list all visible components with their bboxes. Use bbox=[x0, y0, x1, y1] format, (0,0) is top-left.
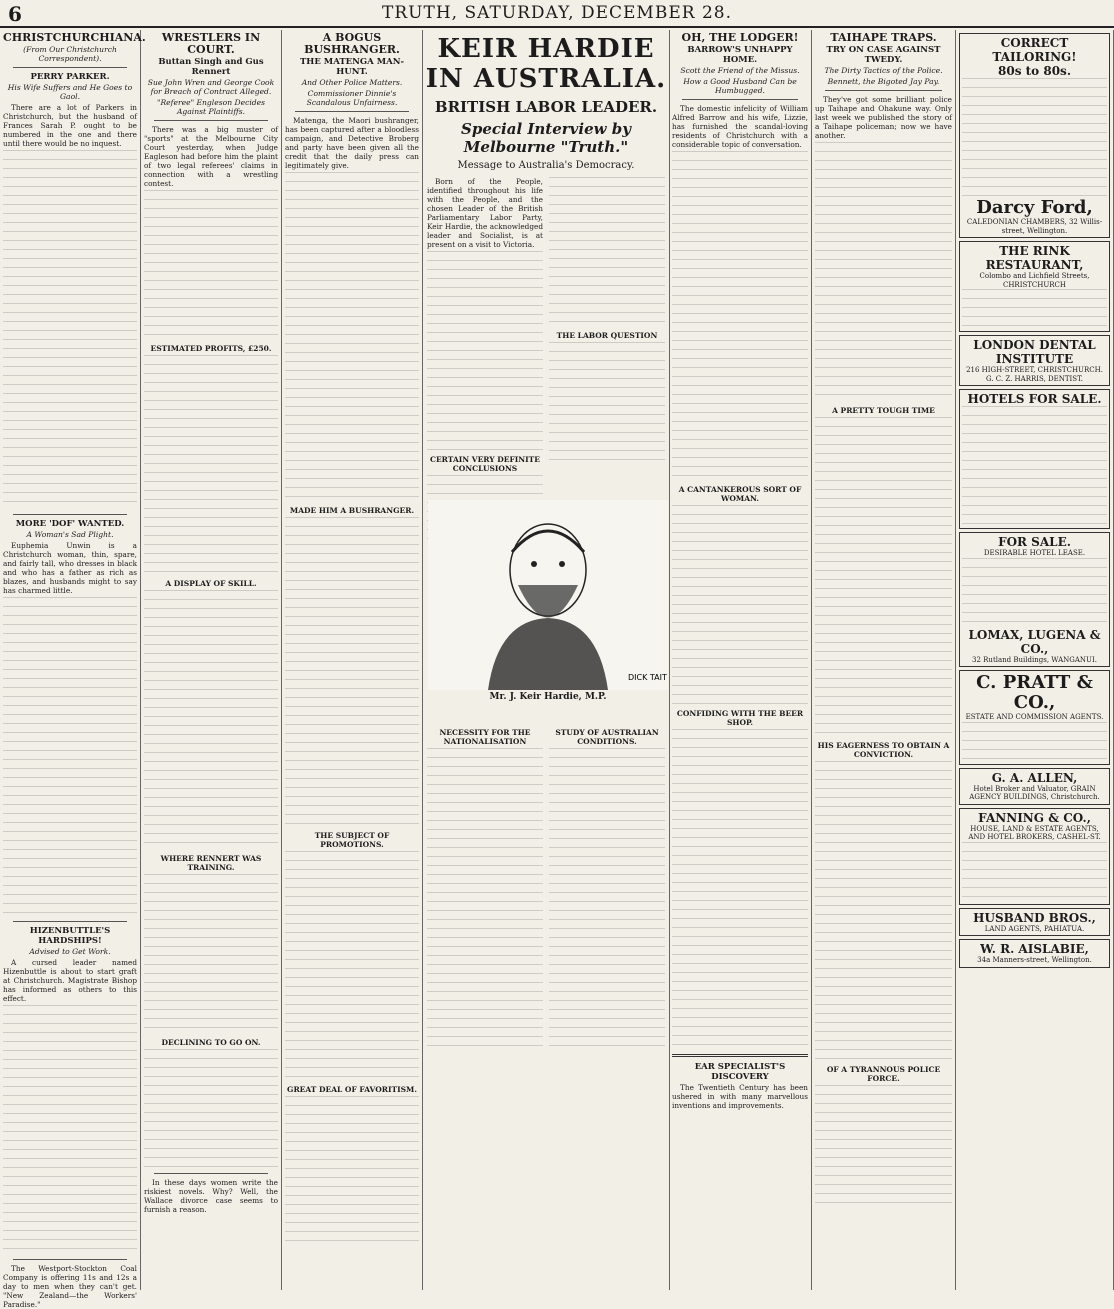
body-text-block bbox=[285, 1096, 419, 1246]
article-subtitle: TRY ON CASE AGAINST TWEDY. bbox=[826, 45, 941, 65]
body-text-block bbox=[815, 142, 952, 402]
ad-subheading: Hotel Broker and Valuator, GRAIN AGENCY BUILDINGS, Christchurch. bbox=[969, 784, 1100, 801]
ad-heading: FOR SALE. bbox=[998, 535, 1071, 549]
column-bushranger bbox=[282, 30, 423, 1290]
ad-heading: CORRECT TAILORING! bbox=[992, 36, 1077, 64]
article-deck: Bennett, the Bigoted Jay Pay. bbox=[827, 77, 940, 86]
body-text-block bbox=[672, 151, 808, 481]
ad-name: LOMAX, LUGENA & CO., bbox=[968, 627, 1101, 656]
portrait-illustration bbox=[428, 500, 668, 690]
body-text-block bbox=[815, 417, 952, 737]
ad-for-sale bbox=[959, 532, 1110, 667]
body-text-block bbox=[672, 505, 808, 705]
ad-name: C. PRATT & CO., bbox=[976, 672, 1093, 713]
story-lead: There are a lot of Parkers in Christchurch, but the husband of Frances Sarah P. ought to be numbered in the one and there until there would be no inquest. bbox=[3, 103, 137, 148]
story-lead: Matenga, the Maori bushranger, has been captured after a bloodless campaign, and Detective Broberg and party have been given all the credit that the daily press can legitimately give. bbox=[285, 116, 419, 170]
section-heading: NECESSITY FOR THE NATIONALISATION bbox=[439, 728, 531, 746]
body-text-block bbox=[815, 1085, 952, 1205]
article-title: TAIHAPE TRAPS. bbox=[830, 31, 937, 44]
section-heading: DECLINING TO GO ON. bbox=[161, 1038, 261, 1047]
section-heading: CONFIDING WITH THE BEER SHOP. bbox=[676, 709, 804, 727]
story-title: EAR SPECIALIST'S DISCOVERY bbox=[694, 1062, 786, 1082]
article-subtitle: Buttan Singh and Gus Rennert bbox=[158, 57, 264, 77]
ad-text-block bbox=[962, 842, 1107, 902]
column-christchurchiana bbox=[0, 30, 146, 1309]
section-heading: OF A TYRANNOUS POLICE FORCE. bbox=[826, 1065, 941, 1083]
keir-hardie-portrait bbox=[428, 500, 668, 690]
ad-aislabie bbox=[959, 939, 1110, 968]
body-text-block bbox=[144, 1049, 278, 1169]
body-text-block bbox=[3, 1005, 137, 1255]
ad-price: 80s to 80s. bbox=[998, 64, 1071, 78]
story-subtitle: A Woman's Sad Plight. bbox=[26, 530, 114, 539]
column-lodger bbox=[669, 30, 812, 1290]
story-lead: There was a big muster of "sports" at the Melbourne City Court yesterday, when Judge Eagleson had before him the plaint of two legal referees' claims in connection with a wrestling contest. bbox=[144, 125, 278, 188]
ad-hotels bbox=[959, 389, 1110, 529]
section-heading: ESTIMATED PROFITS, £250. bbox=[150, 344, 272, 353]
article-deck: "Referee" Engleson Decides Against Plaintiffs. bbox=[156, 98, 266, 116]
body-text-block bbox=[549, 748, 665, 1048]
section-heading: HIS EAGERNESS TO OBTAIN A CONVICTION. bbox=[817, 741, 950, 759]
body-text-block bbox=[144, 355, 278, 575]
story-lead: Euphemia Unwin is a Christchurch woman, thin, spare, and fairly tall, who dresses in black and who has a father as rich as blazes, and husbands might to say has charmed little. bbox=[3, 541, 137, 595]
story-title: MORE 'DOF' WANTED. bbox=[15, 519, 125, 529]
feature-text bbox=[423, 173, 669, 549]
article-deck: The Dirty Tactics of the Police. bbox=[824, 66, 943, 75]
artist-signature: DICK TAIT bbox=[628, 673, 667, 682]
body-text-block bbox=[144, 874, 278, 1034]
article-title: WRESTLERS IN COURT. bbox=[161, 31, 261, 56]
article-deck: Commissioner Dinnie's Scandalous Unfairness. bbox=[306, 89, 398, 107]
article-deck: How a Good Husband Can be Humbugged. bbox=[683, 77, 797, 95]
closing-note: The Westport-Stockton Coal Company is offering 11s and 12s a day to men when they can't get. "New Zealand—the Workers' Paradise." bbox=[3, 1264, 137, 1309]
feature-tagline: Message to Australia's Democracy. bbox=[457, 160, 635, 171]
article-subtitle: THE MATENGA MAN-HUNT. bbox=[299, 57, 405, 77]
story-lead: Born of the People, identified throughout his life with the People, and the chosen Leader of the British Parliamentary Labor Party, Keir Hardie, the acknowledged leader and Socialist, is at present on a visit to Victoria. bbox=[427, 177, 543, 249]
body-text-block bbox=[144, 190, 278, 340]
ad-text-block bbox=[962, 722, 1107, 762]
ad-pratt bbox=[959, 670, 1110, 765]
article-deck: Scott the Friend of the Missus. bbox=[680, 66, 800, 75]
section-heading: CERTAIN VERY DEFINITE CONCLUSIONS bbox=[430, 455, 540, 473]
ad-heading: LONDON DENTAL INSTITUTE bbox=[973, 338, 1096, 366]
ad-name: G. A. ALLEN, bbox=[991, 770, 1078, 785]
page-number: 6 bbox=[8, 2, 22, 26]
body-text-block bbox=[144, 590, 278, 850]
feature-title: KEIR HARDIE IN AUSTRALIA. bbox=[425, 34, 667, 94]
ad-subheading: LAND AGENTS, PAHIATUA. bbox=[984, 924, 1085, 933]
ad-address: 32 Rutland Buildings, WANGANUI. bbox=[972, 655, 1097, 664]
article-title: A BOGUS BUSHRANGER. bbox=[304, 31, 400, 56]
ad-heading: HOTELS FOR SALE. bbox=[967, 392, 1102, 406]
ad-subheading: DESIRABLE HOTEL LEASE. bbox=[983, 549, 1086, 557]
story-lead: The Twentieth Century has been ushered in with many marvellous inventions and improvements. bbox=[672, 1083, 808, 1110]
ad-subheading: HOUSE, LAND & ESTATE AGENTS, AND HOTEL BROKERS, CASHEL-ST. bbox=[968, 824, 1101, 841]
section-heading: MADE HIM A BUSHRANGER. bbox=[289, 506, 415, 515]
section-heading: GREAT DEAL OF FAVORITISM. bbox=[287, 1085, 417, 1094]
section-heading: A DISPLAY OF SKILL. bbox=[165, 579, 257, 588]
ad-dental bbox=[959, 335, 1110, 386]
masthead bbox=[0, 0, 1114, 28]
section-heading: WHERE RENNERT WAS TRAINING. bbox=[160, 854, 262, 872]
running-title: TRUTH, SATURDAY, DECEMBER 28. bbox=[382, 3, 732, 23]
section-heading: A PRETTY TOUGH TIME bbox=[832, 406, 935, 415]
ad-text-block bbox=[962, 558, 1107, 628]
feature-deck: Special Interview by Melbourne "Truth." bbox=[461, 120, 631, 156]
body-text-block bbox=[549, 177, 665, 327]
story-lead: A cursed leader named Hizenbuttle is about to start graft at Christchurch. Magistrate Bishop has informed as others to this effect. bbox=[3, 958, 137, 1003]
ad-allen bbox=[959, 768, 1110, 805]
body-text-block bbox=[285, 172, 419, 502]
section-heading: THE SUBJECT OF PROMOTIONS. bbox=[314, 831, 390, 849]
body-text-block bbox=[672, 729, 808, 1049]
body-text-block bbox=[815, 761, 952, 1061]
body-text-block bbox=[427, 251, 543, 451]
feature-text-lower bbox=[423, 720, 669, 1052]
ad-text-block bbox=[962, 289, 1107, 329]
body-text-block bbox=[3, 597, 137, 917]
story-lead: They've got some brilliant police up Taihape and Ohakune way. Only last week we published the story of a Taihape policeman; now we have another. bbox=[815, 95, 952, 140]
ad-name: FANNING & CO., bbox=[978, 810, 1091, 825]
ad-address: CALEDONIAN CHAMBERS, 32 Willis-street, Wellington. bbox=[966, 218, 1103, 235]
closing-note: In these days women write the riskiest novels. Why? Well, the Wallace divorce case seems to furnish a reason. bbox=[144, 1178, 278, 1214]
ad-husband-bros bbox=[959, 908, 1110, 937]
ad-rink-restaurant bbox=[959, 241, 1110, 332]
section-heading: A CANTANKEROUS SORT OF WOMAN. bbox=[678, 485, 802, 503]
article-deck: Sue John Wren and George Cook for Breach of Contract Alleged. bbox=[147, 78, 275, 96]
ad-address: 34a Manners-street, Wellington. bbox=[977, 956, 1092, 964]
ad-fanning bbox=[959, 808, 1110, 905]
section-heading: THE LABOR QUESTION bbox=[556, 331, 658, 340]
story-lead: The domestic infelicity of William Alfred Barrow and his wife, Lizzie, has furnished the scandal-loving residents of Christchurch with a considerable topic of conversation. bbox=[672, 104, 808, 149]
body-text-block bbox=[285, 851, 419, 1081]
ad-text-block bbox=[962, 406, 1107, 526]
article-deck: And Other Police Matters. bbox=[301, 78, 403, 87]
story-subtitle: His Wife Suffers and He Goes to Gaol. bbox=[7, 83, 133, 101]
ad-subheading: ESTATE AND COMMISSION AGENTS. bbox=[965, 713, 1104, 721]
body-text-block bbox=[549, 342, 665, 462]
column-taihape bbox=[812, 30, 956, 1290]
ad-tailoring bbox=[959, 33, 1110, 238]
body-text-block bbox=[285, 517, 419, 827]
article-title: OH, THE LODGER! bbox=[681, 31, 799, 44]
ad-name: Darcy Ford, bbox=[976, 197, 1093, 218]
byline: (From Our Christchurch Correspondent). bbox=[23, 45, 117, 63]
article-title: CHRISTCHURCHIANA. bbox=[3, 31, 146, 44]
story-subtitle: Advised to Get Work. bbox=[29, 947, 111, 956]
portrait-caption: Mr. J. Keir Hardie, M.P. bbox=[489, 692, 607, 702]
ad-name: W. R. AISLABIE, bbox=[980, 942, 1089, 956]
ad-heading: THE RINK RESTAURANT, bbox=[985, 244, 1084, 272]
ad-address: 216 HIGH-STREET, CHRISTCHURCH. bbox=[966, 366, 1103, 374]
article-subtitle: BARROW'S UNHAPPY HOME. bbox=[687, 45, 793, 65]
section-heading: STUDY OF AUSTRALIAN CONDITIONS. bbox=[555, 728, 659, 746]
body-text-block bbox=[427, 748, 543, 1048]
ad-person: G. C. Z. HARRIS, DENTIST. bbox=[986, 374, 1083, 383]
ad-text-block bbox=[962, 78, 1107, 198]
column-wrestlers bbox=[141, 30, 282, 1290]
feature-subtitle: BRITISH LABOR LEADER. bbox=[434, 98, 658, 116]
column-advertisements bbox=[956, 30, 1114, 1290]
ad-name: HUSBAND BROS., bbox=[973, 910, 1096, 925]
body-text-block bbox=[3, 150, 137, 510]
ad-address: Colombo and Lichfield Streets, CHRISTCHURCH bbox=[979, 272, 1090, 289]
story-title: HIZENBUTTLE'S HARDSHIPS! bbox=[29, 926, 111, 946]
story-title: PERRY PARKER. bbox=[30, 72, 110, 82]
